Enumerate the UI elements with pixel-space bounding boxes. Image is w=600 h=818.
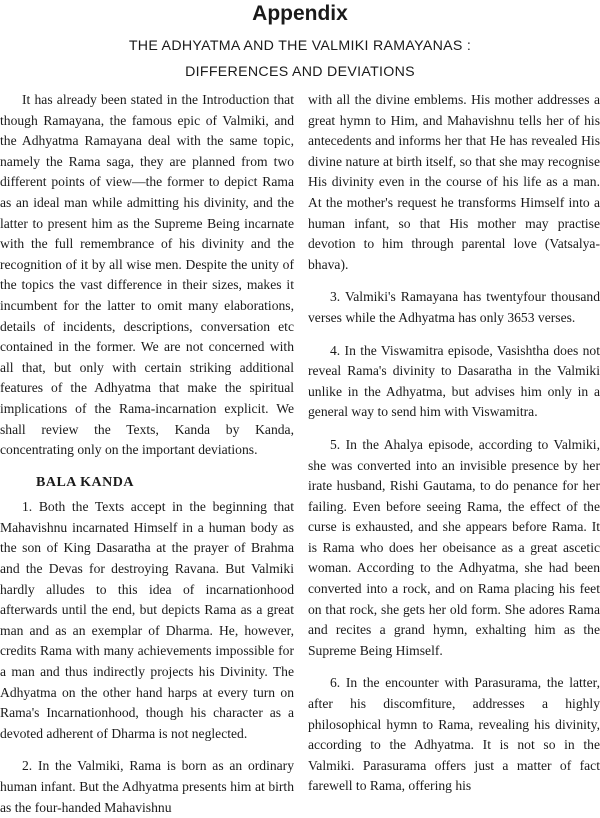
point-6-paragraph: 6. In the encounter with Parasurama, the latter, after his discomfiture, addresses a highly philosophical hymn to Rama, revealing his divinity, according to the Adhyatma. It is not so in the Valmiki. Parasurama offers just a matter of fact farewell to Rama, offering his (308, 675, 600, 794)
left-column (0, 90, 294, 815)
point-4-paragraph: 4. In the Viswamitra episode, Vasishtha does not reveal Rama's divinity to Dasaratha in the Valmiki unlike in the Adhyatma, but advises him only in a general way to send him with Viswamitra. (308, 342, 600, 420)
point-5-paragraph: 5. In the Ahalya episode, according to Valmiki, she was converted into an invisible presence by her irate husband, Rishi Gautama, to do penance for her failing. Even before seeing Rama, the effect of the curse is exhausted, and she appears before Rama. It is Rama who does her obeisance as a great ascetic woman. According to the Adhyatma, she had been converted into a rock, and on Rama placing his feet on that rock, she gets her old form. She adores Rama and recites a grand hymn, exhalting him as the Supreme Being Himself. (308, 436, 600, 658)
subtitle-line-1: THE ADHYATMA AND THE VALMIKI RAMAYANAS : (128, 38, 472, 54)
intro-paragraph: It has already been stated in the Introduction that though Ramayana, the famous epic of Valmiki, and the Adhyatma Ramayana deal with the same topic, namely the Rama saga, they are planned from two different points of view—the former to depict Rama as an ideal man while admitting his divinity, and the latter to present him as the Supreme Being incarnate with the full remembrance of his divinity and the recognition of it by all wise men. Despite the unity of the topics the vast difference in their sizes, makes it incumbent for the latter to omit many elaborations, details of incidents, descriptions, conversation etc contained in the former. We are not concerned with all that, but only with certain striking additional features of the Adhyatma that make the spiritual implications of the Rama-incarnation explicit. We shall review the Texts, Kanda by Kanda, concentrating only on the important deviations. (0, 92, 294, 458)
right-column (308, 90, 600, 794)
section-heading-bala-kanda: BALA KANDA (36, 474, 134, 490)
subtitle-line-2: DIFFERENCES AND DEVIATIONS (185, 64, 415, 80)
point-3-paragraph: 3. Valmiki's Ramayana has twentyfour thousand verses while the Adhyatma has only 3653 verses. (308, 289, 600, 325)
page-title: Appendix (252, 2, 348, 25)
point-2-paragraph: 2. In the Valmiki, Rama is born as an ordinary human infant. But the Adhyatma presents him at birth as the four-handed Mahavishnu (0, 758, 294, 815)
point-1-paragraph: 1. Both the Texts accept in the beginning that Mahavishnu incarnated Himself in a human body as the son of King Dasaratha at the prayer of Brahma and the Devas for destroying Ravana. But Valmiki hardly alludes to this idea of incarnationhood afterwards until the end, but depicts Rama as a great man and as an exemplar of Dharma. He, however, credits Rama with many achievements impossible for a man and thus indirectly projects his Divinity. The Adhyatma on the other hand harps at every turn on Rama's Incarnationhood, though his character as a devoted adherent of Dharma is not neglected. (0, 499, 294, 741)
continued-paragraph: with all the divine emblems. His mother addresses a great hymn to Him, and Mahavishnu tells her of his antecedents and informs her that He has revealed His divine nature at birth itself, so that she may recognise His divinity even in the course of his life as a man. At the mother's request he transforms Himself into a human infant, so that His mother may practise devotion to him through parental love (Vatsalya-bhava). (308, 92, 600, 272)
